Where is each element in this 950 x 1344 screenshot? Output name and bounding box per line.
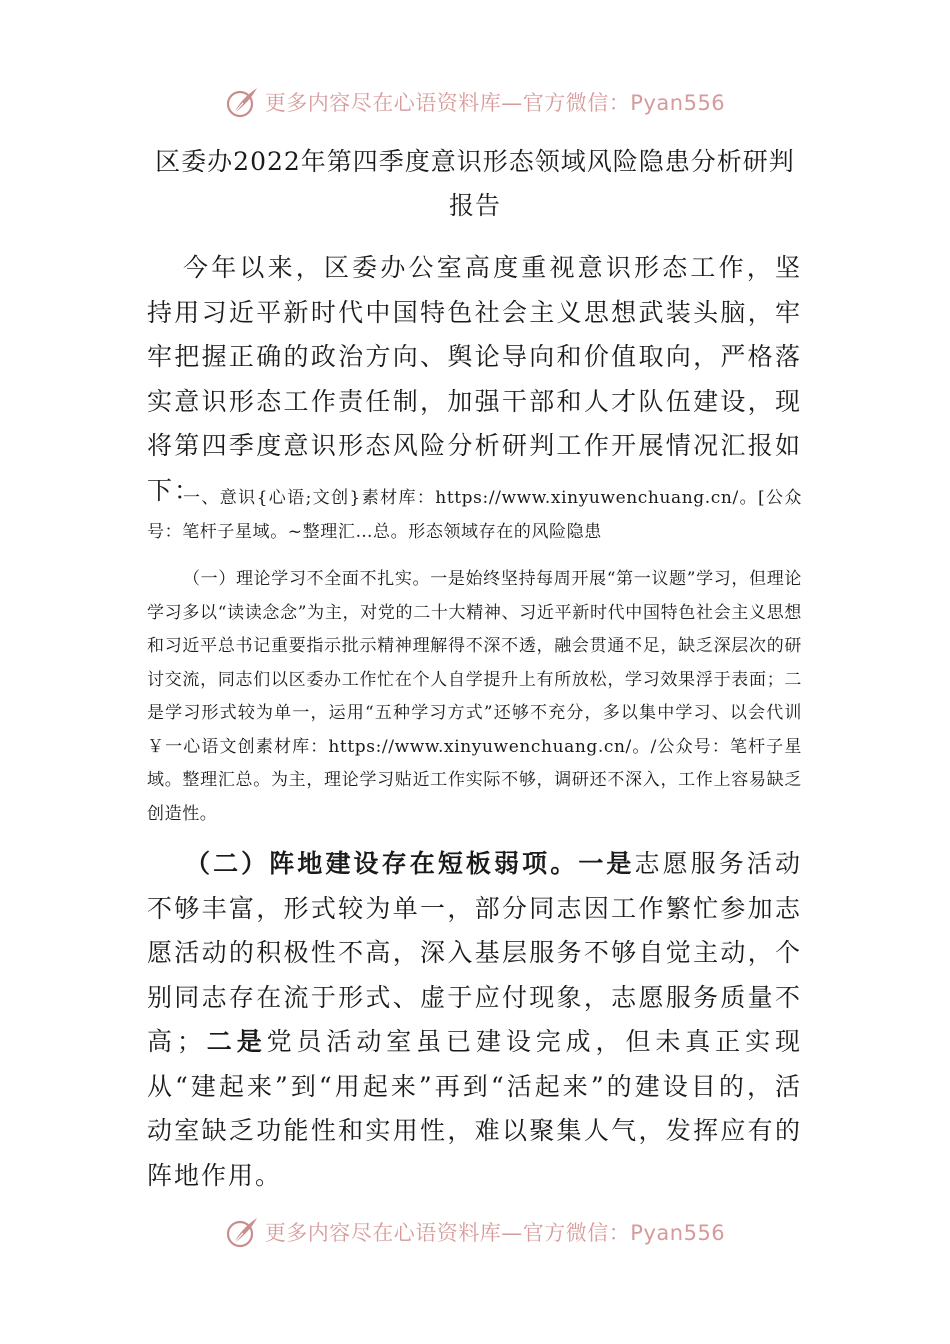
watermark-text: 更多内容尽在心语资料库—官方微信：Pyan556 bbox=[264, 91, 726, 115]
watermark-text: 更多内容尽在心语资料库—官方微信：Pyan556 bbox=[264, 1221, 726, 1245]
item-2-second-text: 党员活动室虽已建设完成，但未真正实现从“建起来”到“用起来”再到“活起来”的建设目的，活动室缺乏功能性和实用性，难以聚集人气，发挥应有的阵地作用。 bbox=[147, 1027, 802, 1190]
document-title: 区委办2022年第四季度意识形态领域风险隐患分析研判报告 bbox=[155, 147, 795, 220]
watermark-banner-top bbox=[0, 82, 950, 122]
item-1-paragraph: （一）理论学习不全面不扎实。一是始终坚持每周开展“第一议题”学习，但理论学习多以“读读念念”为主，对党的二十大精神、习近平新时代中国特色社会主义思想和习近平总书记重要指示批示精神理解得不深不透，融会贯通不足，缺乏深层次的研讨交流，同志们以区委办工作忙在个人自学提升上有所放松，学习效果浮于表面；二是学习形式较为单一，运用“五种学习方式”还够不充分，多以集中学习、以会代训￥一心语文创素材库：https://www.xinyuwenchuang.cn/。/公众号：笔杆子星域。整理汇总。为主，理论学习贴近工作实际不够，调研还不深入，工作上容易缺乏创造性。 bbox=[147, 569, 802, 824]
item-2-heading: （二）阵地建设存在短板弱项。 bbox=[185, 849, 579, 878]
watermark-banner-bottom bbox=[0, 1212, 950, 1252]
quill-pen-circle-icon bbox=[225, 85, 259, 119]
quill-pen-circle-icon bbox=[225, 1215, 259, 1249]
item-2-second-label: 二是 bbox=[203, 1027, 267, 1056]
item-2-first-label: 一是 bbox=[578, 849, 635, 878]
item-2-paragraph bbox=[147, 842, 802, 1198]
intro-paragraph: 今年以来，区委办公室高度重视意识形态工作，坚持用习近平新时代中国特色社会主义思想武装头脑，牢牢把握正确的政治方向、舆论导向和价值取向，严格落实意识形态工作责任制，加强干部和人才队伍建设，现将第四季度意识形态风险分析研判工作开展情况汇报如下： bbox=[147, 253, 802, 505]
item-2-first-text: 志愿服务活动不够丰富，形式较为单一，部分同志因工作繁忙参加志愿活动的积极性不高，深入基层服务不够自觉主动，个别同志存在流于形式、虚于应付现象，志愿服务质量不高； bbox=[147, 849, 802, 1056]
section-1-heading: 一、意识{心语;文创}素材库：https://www.xinyuwenchuang.cn/。[公众号：笔杆子星域。~整理汇…总。形态领域存在的风险隐患 bbox=[147, 488, 802, 542]
